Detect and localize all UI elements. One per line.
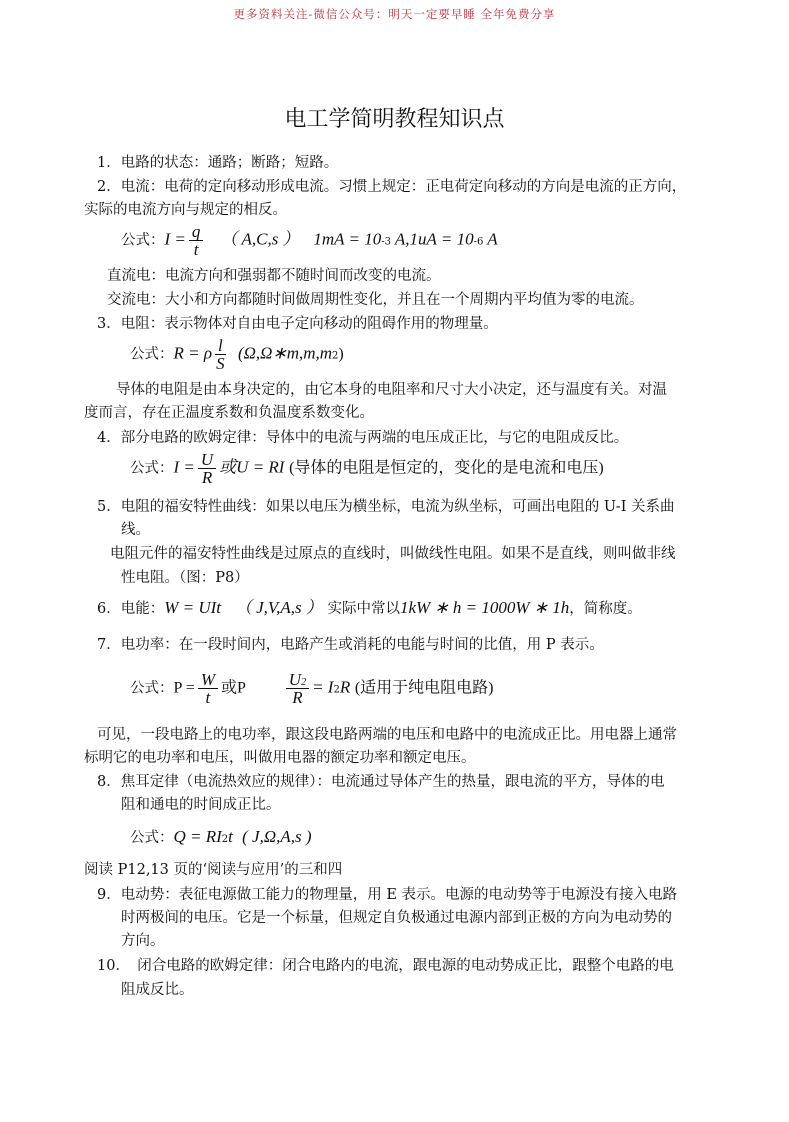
- formula-label: 公式：: [130, 680, 174, 697]
- exponent: 2: [332, 350, 339, 362]
- conversion: 1mA = 10: [313, 229, 382, 249]
- units: （ A,C,s ）: [220, 229, 300, 249]
- formula-r: R: [339, 677, 351, 697]
- exponent: -3: [381, 236, 391, 248]
- conversion: A,1uA = 10: [390, 229, 474, 249]
- formula-label: 公式：: [130, 346, 174, 363]
- denominator: R: [201, 468, 213, 487]
- formula-note: (适用于纯电阻电路): [354, 679, 494, 697]
- dc-definition: 直流电：电流方向和强弱都不随时间而改变的电流。: [107, 268, 441, 284]
- conversion: 1kW ∗ h = 1000W ∗ 1h: [399, 598, 570, 617]
- energy-formula: W = UIt: [164, 598, 222, 617]
- item-8-cont: 阻和通电的时间成正比。: [121, 797, 281, 813]
- units: (Ω,Ω∗m,m,m: [237, 343, 333, 363]
- formula-lhs: I =: [173, 457, 195, 477]
- item-5-note: 电阻元件的福安特性曲线是过原点的直线时，叫做线性电阻。如果不是直线，则叫做非线: [110, 546, 676, 562]
- conversion: A: [483, 229, 498, 249]
- numerator: [286, 671, 309, 689]
- formula-note: (导体的电阻是恒定的，变化的是电流和电压): [289, 459, 604, 477]
- item-7: 7．电功率：在一段时间内，电路产生或消耗的电能与时间的比值，用 P 表示。: [97, 637, 604, 653]
- exponent: 2: [333, 684, 340, 696]
- exponent: -6: [473, 236, 484, 248]
- item-9-cont: 时两极间的电压。它是一个标量，但规定自负极通过电源内部到正极的方向为电动势的: [121, 910, 672, 926]
- denominator: t: [205, 688, 211, 707]
- formula-label: 公式：: [130, 460, 174, 477]
- item-9-cont-2: 方向。: [121, 933, 165, 949]
- formula-current: [121, 223, 498, 258]
- numerator: q: [189, 223, 204, 241]
- formula-eq: Q = RI: [173, 827, 222, 846]
- item-1: 1．电路的状态：通路；断路；短路。: [97, 155, 339, 171]
- formula-eq: = I: [312, 677, 334, 697]
- item-6: [97, 598, 642, 619]
- formula-or: 或P: [221, 679, 246, 697]
- document-title: 电工学简明教程知识点: [284, 107, 505, 132]
- power-note-1: 可见，一段电路上的电功率，跟这段电路两端的电压和电路中的电流成正比。用电器上通常: [97, 727, 677, 743]
- denominator: S: [216, 354, 225, 373]
- exponent: 2: [221, 834, 229, 845]
- power-note-2: 标明它的电功率和电压，叫做用电器的额定功率和额定电压。: [84, 750, 476, 766]
- resistance-note-1: 导体的电阻是由本身决定的，由它本身的电阻率和尺寸大小决定，还与温度有关。对温: [116, 382, 667, 398]
- formula-rest: 或U = RI: [219, 457, 285, 477]
- item-8: 8．焦耳定律（电流热效应的规律）：电流通过导体产生的热量，跟电流的平方，导体的电: [97, 774, 665, 790]
- fraction: [215, 337, 226, 372]
- numerator: U: [198, 451, 216, 469]
- fraction: [189, 223, 204, 258]
- formula-lhs: P =: [173, 679, 195, 697]
- units-end: ): [338, 345, 344, 363]
- formula-note: 实际中常以: [327, 601, 400, 617]
- exponent: 2: [301, 677, 307, 688]
- item-6-label: 6．电能：: [97, 601, 165, 617]
- item-3: 3．电阻：表示物体对自由电子定向移动的阻碍作用的物理量。: [97, 316, 498, 332]
- resistance-note-2: 度而言，存在正温度系数和负温度系数变化。: [84, 405, 374, 421]
- item-4: 4．部分电路的欧姆定律：导体中的电流与两端的电压成正比，与它的电阻成反比。: [97, 430, 629, 446]
- fraction: [286, 671, 309, 706]
- formula-label: 公式：: [121, 232, 165, 249]
- item-2: 2．电流：电荷的定向移动形成电流。习惯上规定：正电荷定向移动的方向是电流的正方向，: [97, 179, 687, 195]
- fraction: [198, 671, 218, 706]
- numerator-text: U: [288, 670, 302, 689]
- numerator: l: [215, 337, 226, 355]
- formula-label: 公式：: [130, 830, 174, 846]
- formula-tail: ，简称度。: [569, 601, 642, 617]
- formula-lhs: I =: [164, 229, 186, 249]
- item-5: 5．电阻的福安特性曲线：如果以电压为横坐标，电流为纵坐标，可画出电阻的 U-I 关系曲: [97, 499, 675, 515]
- formula-power: [130, 671, 494, 706]
- numerator: W: [198, 671, 218, 689]
- formula-resistance: [130, 337, 344, 372]
- item-2-cont: 实际的电流方向与规定的相反。: [84, 202, 287, 218]
- formula-ohm: [130, 451, 604, 486]
- ac-definition: 交流电：大小和方向都随时间做周期性变化，并且在一个周期内平均值为零的电流。: [107, 292, 644, 308]
- watermark-header: 更多资料关注-微信公众号：明天一定要早睡 全年免费分享: [233, 7, 556, 21]
- denominator: t: [193, 240, 199, 259]
- units: ( J,Ω,A,s ): [242, 827, 312, 846]
- denominator: R: [292, 688, 303, 707]
- item-5-note-cont: 性电阻。（图：P8）: [121, 570, 249, 586]
- units: （ J,V,A,s ）: [234, 598, 323, 617]
- formula-joule: [130, 827, 312, 848]
- item-10: 10． 闭合电路的欧姆定律：闭合电路内的电流，跟电源的电动势成正比，跟整个电路的电: [97, 958, 674, 974]
- item-9: 9．电动势：表征电源做工能力的物理量，用 E 表示。电源的电动势等于电源没有接入电路: [97, 887, 678, 903]
- item-10-cont: 阻成反比。: [121, 982, 194, 998]
- reading-note: 阅读 P12,13 页的‘阅读与应用’的三和四: [84, 862, 343, 878]
- item-5-cont: 线。: [121, 522, 150, 538]
- formula-lhs: R = ρ: [173, 343, 213, 363]
- fraction: [198, 451, 216, 486]
- formula-t: t: [228, 827, 233, 846]
